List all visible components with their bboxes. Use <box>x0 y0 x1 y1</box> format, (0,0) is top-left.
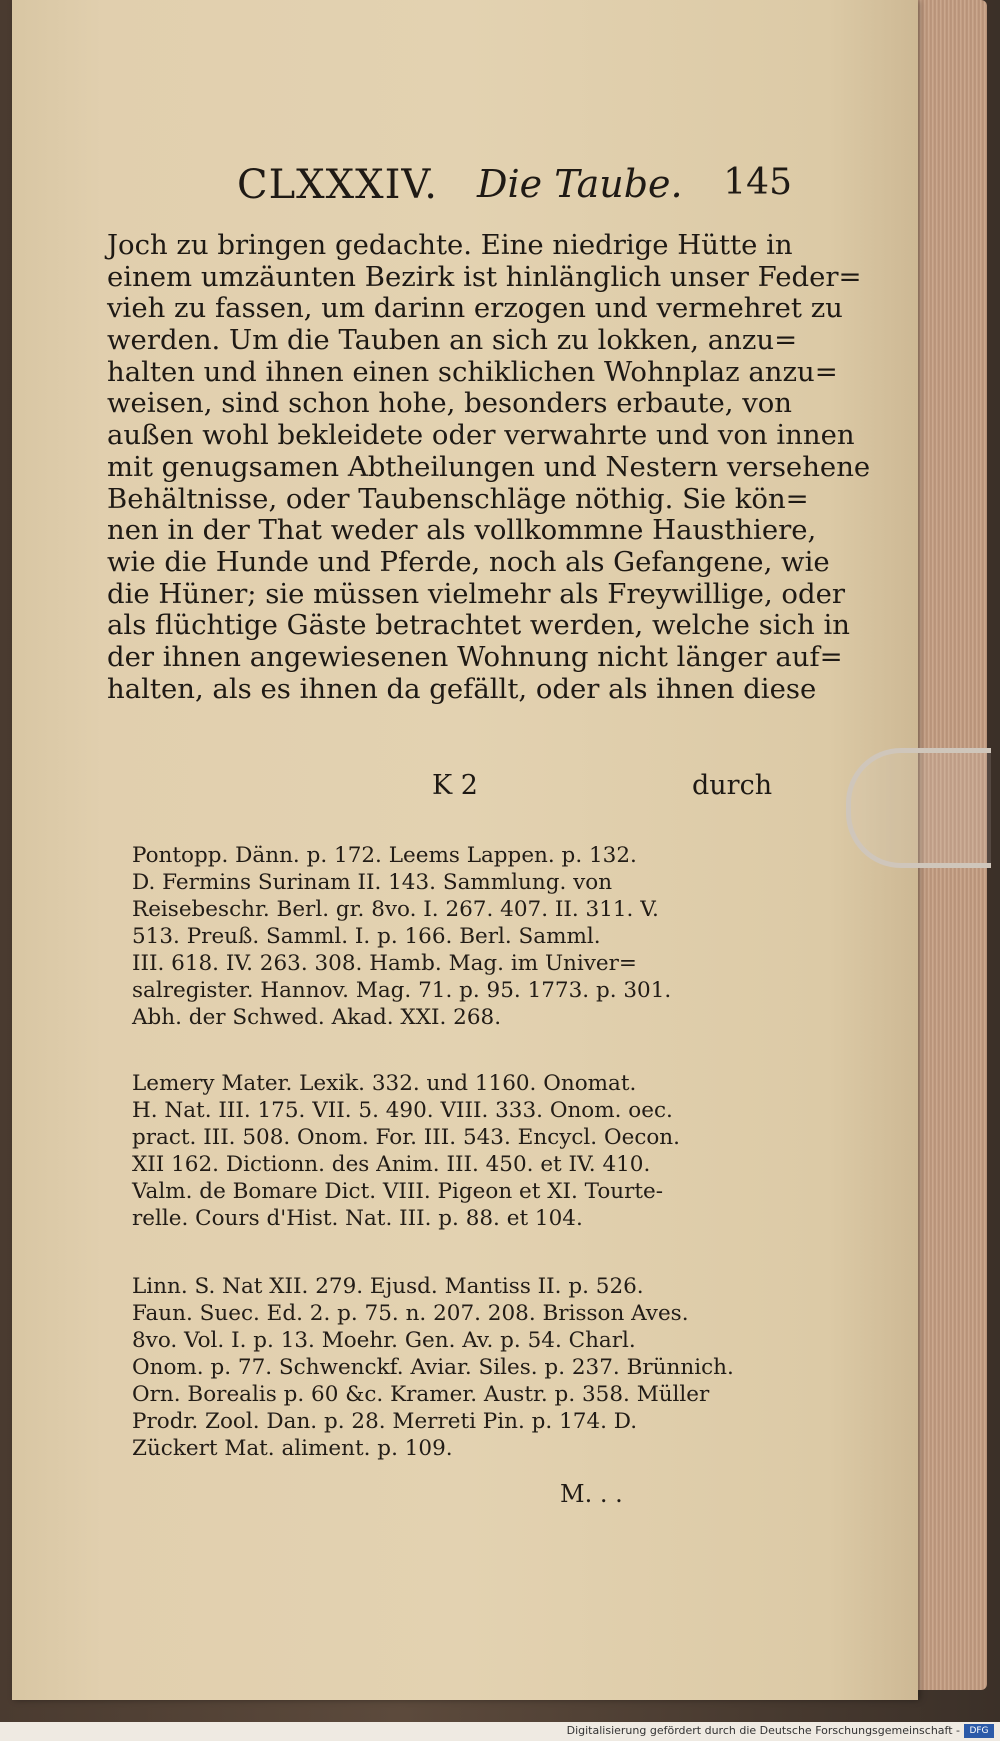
signature-mark: K 2 <box>432 770 478 801</box>
text-line: der ihnen angewiesenen Wohnung nicht länger auf= <box>107 640 843 673</box>
note-line: Lemery Mater. Lexik. 332. und 1160. Onomat. <box>132 1071 637 1096</box>
catchword: durch <box>692 770 773 801</box>
text-line: Joch zu bringen gedachte. Eine niedrige Hütte in <box>107 229 793 261</box>
text-line: mit genugsamen Abtheilungen und Nestern versehene <box>107 450 871 483</box>
page-number: 145 <box>723 162 792 203</box>
text-line: einem umzäunten Bezirk ist hinlänglich unser Feder= <box>107 260 862 293</box>
book-page <box>12 0 918 1700</box>
dfg-logo-icon: DFG <box>964 1724 994 1738</box>
chapter-number: CLXXXIV. <box>237 162 439 208</box>
note-line: Valm. de Bomare Dict. VIII. Pigeon et XI. Tourte- <box>132 1179 664 1204</box>
text-line: die Hüner; sie müssen vielmehr als Freywillige, oder <box>107 577 846 610</box>
text-line: vieh zu fassen, um darinn erzogen und vermehret zu <box>107 292 843 325</box>
text-line: weisen, sind schon hohe, besonders erbaute, von <box>107 387 793 420</box>
note-line: D. Fermins Surinam II. 143. Sammlung. von <box>132 870 613 895</box>
note-line: H. Nat. III. 175. VII. 5. 490. VIII. 333. Onom. oec. <box>132 1098 673 1123</box>
note-line: Orn. Borealis p. 60 &c. Kramer. Austr. p. 358. Müller <box>132 1382 710 1407</box>
footnote-block-1 <box>132 842 772 1031</box>
note-line: Reisebeschr. Berl. gr. 8vo. I. 267. 407. II. 311. V. <box>132 897 659 922</box>
footnote-block-2 <box>132 1070 772 1232</box>
note-line: XII 162. Dictionn. des Anim. III. 450. et IV. 410. <box>132 1152 651 1177</box>
text-line: außen wohl bekleidete oder verwahrte und von innen <box>107 419 855 452</box>
note-line: Linn. S. Nat XII. 279. Ejusd. Mantiss II. p. 526. <box>132 1274 644 1299</box>
page-clip <box>846 748 991 868</box>
main-text <box>107 229 871 705</box>
text-line: Behältnisse, oder Taubenschläge nöthig. Sie kön= <box>107 482 809 515</box>
text-line: werden. Um die Tauben an sich zu lokken, anzu= <box>107 324 798 357</box>
note-line: 8vo. Vol. I. p. 13. Moehr. Gen. Av. p. 54. Charl. <box>132 1328 636 1353</box>
note-line: Prodr. Zool. Dan. p. 28. Merreti Pin. p. 174. D. <box>132 1409 638 1434</box>
note-line: Zückert Mat. aliment. p. 109. <box>132 1436 453 1461</box>
footnote-block-3 <box>132 1273 772 1462</box>
footer-credit: Digitalisierung gefördert durch die Deutsche Forschungsgemeinschaft - <box>566 1724 960 1737</box>
chapter-title: Die Taube. <box>477 162 683 206</box>
text-line: halten und ihnen einen schiklichen Wohnplaz anzu= <box>107 355 838 388</box>
note-line: Onom. p. 77. Schwenckf. Aviar. Siles. p. 237. Brünnich. <box>132 1355 734 1380</box>
notes-catchword: M. . . <box>560 1480 623 1508</box>
note-line: Abh. der Schwed. Akad. XXI. 268. <box>132 1005 502 1030</box>
note-line: relle. Cours d'Hist. Nat. III. p. 88. et 104. <box>132 1206 583 1231</box>
note-line: 513. Preuß. Samml. I. p. 166. Berl. Samml. <box>132 924 601 949</box>
note-line: Pontopp. Dänn. p. 172. Leems Lappen. p. 132. <box>132 843 637 868</box>
running-header <box>237 162 792 222</box>
note-line: salregister. Hannov. Mag. 71. p. 95. 1773. p. 301. <box>132 978 672 1003</box>
text-line: halten, als es ihnen da gefällt, oder als ihnen diese <box>107 672 817 705</box>
note-line: Faun. Suec. Ed. 2. p. 75. n. 207. 208. Brisson Aves. <box>132 1301 689 1326</box>
text-line: nen in der That weder als vollkommne Hausthiere, <box>107 514 817 547</box>
note-line: pract. III. 508. Onom. For. III. 543. Encycl. Oecon. <box>132 1125 680 1150</box>
note-line: III. 618. IV. 263. 308. Hamb. Mag. im Univer= <box>132 951 637 976</box>
text-line: wie die Hunde und Pferde, noch als Gefangene, wie <box>107 545 830 578</box>
text-line: als flüchtige Gäste betrachtet werden, welche sich in <box>107 609 850 642</box>
